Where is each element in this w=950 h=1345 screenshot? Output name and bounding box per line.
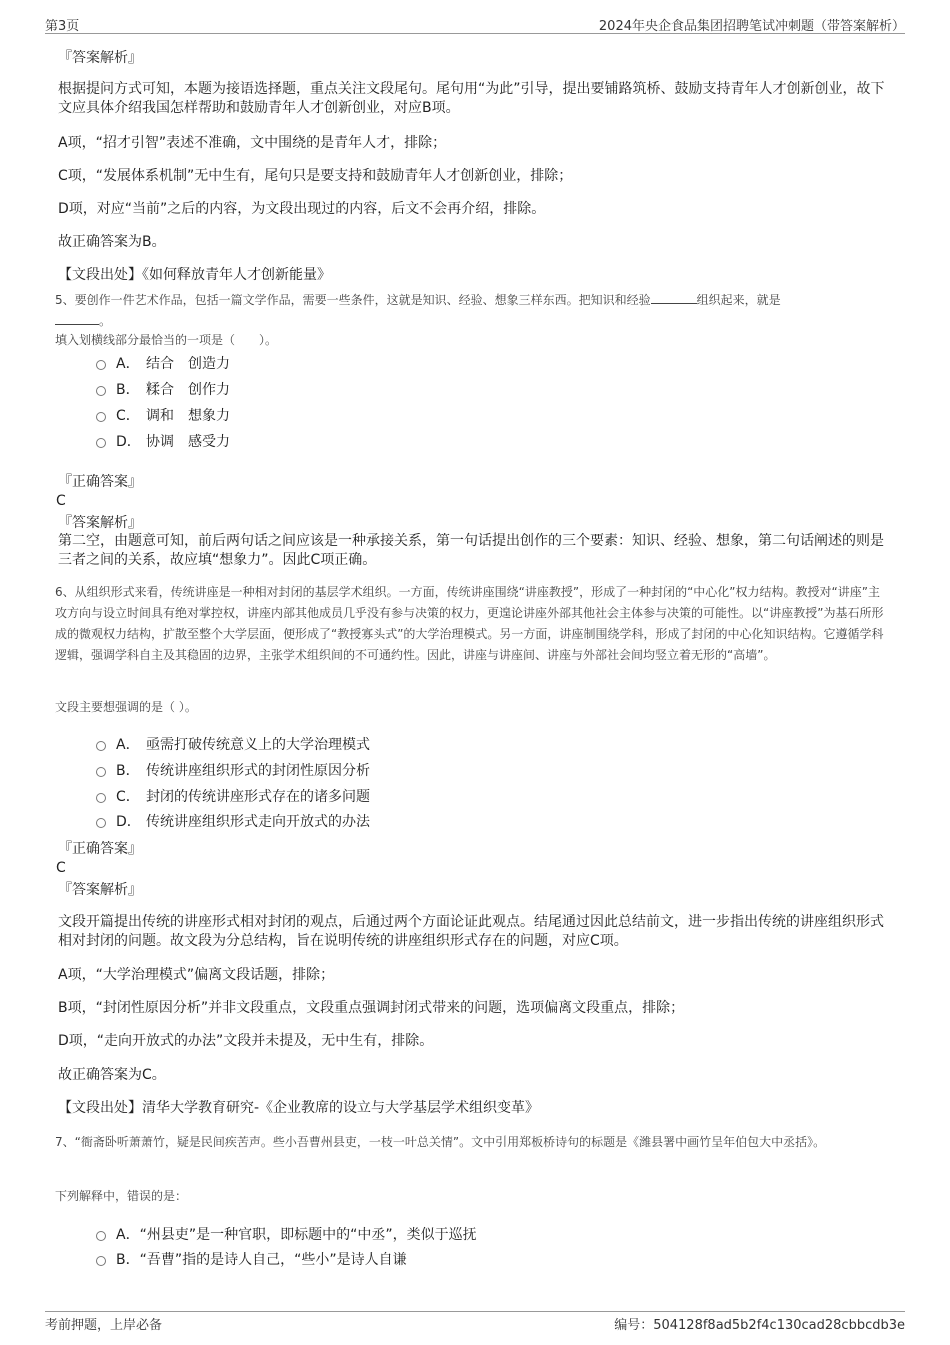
option-text: “州县吏”是一种官职，即标题中的“中丞”，类似于巡抚 [139,1227,477,1243]
footer-divider [45,1311,905,1312]
option-a[interactable] [96,353,230,373]
option-letter: C． [116,408,140,424]
question-prompt: 填入划横线部分最恰当的一项是（ ）。 [55,333,278,347]
question-stem: 7、“衙斋卧听萧萧竹，疑是民间疾苦声。些小吾曹州县吏，一枝一叶总关情”。文中引用郑板桥诗句的标题是《潍县署中画竹呈年伯包大中丞括》。 [55,1135,826,1149]
question-stem-part1: 5、要创作一件艺术作品，包括一篇文学作品，需要一些条件，这就是知识、经验、想象三样东西。把知识和经验 [55,293,651,307]
radio-icon[interactable] [96,438,106,448]
radio-icon[interactable] [96,386,106,396]
option-text: 调和 想象力 [146,408,230,424]
question-stem-line2 [55,311,111,332]
question-stem: 6、从组织形式来看，传统讲座是一种相对封闭的基层学术组织。一方面，传统讲座围绕“讲座教授”，形成了一种封闭的“中心化”权力结构。教授对“讲座”主攻方向与设立时间具有绝对掌控权，讲座内部其他成员几乎没有参与决策的权力，更遑论讲座外部其他社会主体参与决策的可能性。以“讲座教授”为基石所形成的微观权力结构，扩散至整个大学层面，便形成了“教授寡头式”的大学治理模式。另一方面，讲座制围绕学科，形成了封闭的中心化知识结构。它遵循学科逻辑，强调学科自主及其稳固的边界，主张学术组织间的不可通约性。因此，讲座与讲座间、讲座与外部社会间均竖立着无形的“高墙”。 [55,585,884,662]
option-text: 传统讲座组织形式的封闭性原因分析 [146,763,370,779]
analysis-option-c: C项，“发展体系机制”无中生有，尾句只是要支持和鼓励青年人才创新创业，排除； [58,168,573,184]
option-a[interactable] [96,734,370,754]
question-prompt: 下列解释中，错误的是： [55,1189,188,1203]
radio-icon[interactable] [96,1256,106,1266]
analysis-option-a: A项，“大学治理模式”偏离文段话题，排除； [58,967,335,983]
footer-slogan: 考前押题，上岸必备 [45,1318,163,1333]
option-d[interactable] [96,431,230,451]
correct-answer: C [56,493,66,509]
option-b[interactable] [96,379,230,399]
option-letter: C． [116,789,140,805]
question-prompt: 文段主要想强调的是（ ）。 [55,700,197,714]
analysis-paragraph: 第二空，由题意可知，前后两句话之间应该是一种承接关系，第一句话提出创作的三个要素：知识、经验、想象，第二句话阐述的则是三者之间的关系，故应填“想象力”。因此C项正确。 [58,533,884,568]
question-stem-part3: 。 [99,314,112,328]
source-citation: 【文段出处】清华大学教育研究-《企业教席的设立与大学基层学术组织变革》 [58,1100,540,1116]
radio-icon[interactable] [96,412,106,422]
option-a[interactable] [96,1224,477,1244]
correct-answer-label: 『正确答案』 [58,841,142,857]
fill-blank-2 [55,312,99,325]
option-letter: D． [116,434,141,450]
option-letter: A． [116,356,140,372]
radio-icon[interactable] [96,1231,106,1241]
header-divider [45,33,905,34]
question-stem [55,290,781,311]
fill-blank-1 [651,291,697,304]
option-b[interactable] [96,1249,407,1269]
radio-icon[interactable] [96,741,106,751]
option-text: 亟需打破传统意义上的大学治理模式 [146,737,370,753]
option-text: 传统讲座组织形式走向开放式的办法 [146,814,370,830]
option-letter: A． [116,737,140,753]
option-text: 协调 感受力 [146,434,230,450]
option-letter: B． [116,1252,140,1268]
analysis-option-b: B项，“封闭性原因分析”并非文段重点，文段重点强调封闭式带来的问题，选项偏离文段重点，排除； [58,1000,685,1016]
option-c[interactable] [96,405,230,425]
analysis-option-d: D项，“走向开放式的办法”文段并未提及，无中生有，排除。 [58,1033,434,1049]
radio-icon[interactable] [96,818,106,828]
document-title: 2024年央企食品集团招聘笔试冲刺题（带答案解析） [598,19,905,34]
answer-analysis-label: 『答案解析』 [58,50,142,66]
option-c[interactable] [96,786,370,806]
radio-icon[interactable] [96,767,106,777]
document-id: 编号：504128f8ad5b2f4c130cad28cbbcdb3e [614,1318,905,1333]
option-text: 糅合 创作力 [146,382,230,398]
conclusion-text: 故正确答案为C。 [58,1067,166,1083]
analysis-paragraph: 文段开篇提出传统的讲座形式相对封闭的观点，后通过两个方面论证此观点。结尾通过因此总结前文，进一步指出传统的讲座组织形式相对封闭的问题。故文段为分总结构，旨在说明传统的讲座组织形式存在的问题，对应C项。 [58,914,884,949]
option-text: “吾曹”指的是诗人自己，“些小”是诗人自谦 [139,1252,407,1268]
answer-analysis-label: 『答案解析』 [58,882,142,898]
option-text: 封闭的传统讲座形式存在的诸多问题 [146,789,370,805]
correct-answer-label: 『正确答案』 [58,474,142,490]
option-d[interactable] [96,811,370,831]
analysis-option-a: A项，“招才引智”表述不准确，文中围绕的是青年人才，排除； [58,135,447,151]
answer-analysis-label: 『答案解析』 [58,515,142,531]
analysis-paragraph: 根据提问方式可知，本题为接语选择题，重点关注文段尾句。尾句用“为此”引导，提出要铺路筑桥、鼓励支持青年人才创新创业，故下文应具体介绍我国怎样帮助和鼓励青年人才创新创业，对应B项。 [58,81,885,116]
option-letter: A． [116,1227,140,1243]
source-citation: 【文段出处】《如何释放青年人才创新能量》 [58,267,331,283]
option-letter: B． [116,382,140,398]
analysis-option-d: D项，对应“当前”之后的内容，为文段出现过的内容，后文不会再介绍，排除。 [58,201,546,217]
option-letter: D． [116,814,141,830]
option-b[interactable] [96,760,370,780]
question-stem-part2: 组织起来，就是 [696,293,781,307]
radio-icon[interactable] [96,360,106,370]
conclusion-text: 故正确答案为B。 [58,234,166,250]
option-letter: B． [116,763,140,779]
page-number: 第3页 [45,19,80,34]
correct-answer: C [56,860,66,876]
option-text: 结合 创造力 [146,356,230,372]
radio-icon[interactable] [96,793,106,803]
